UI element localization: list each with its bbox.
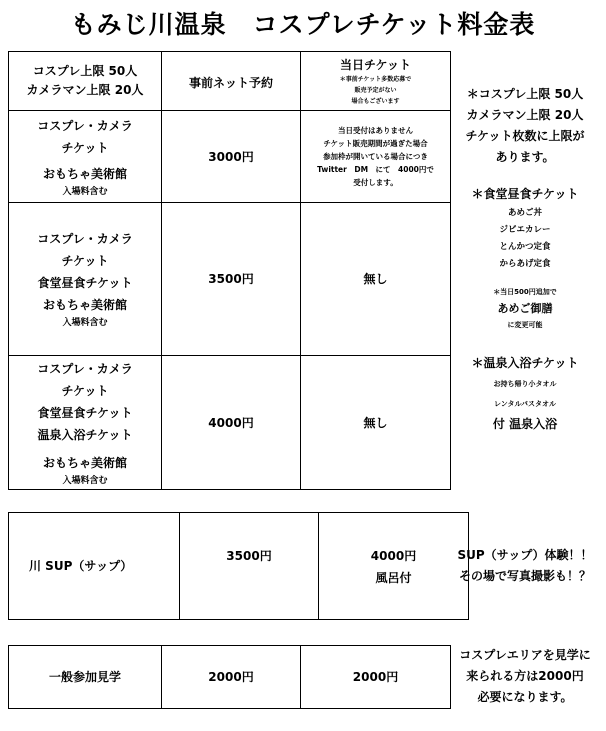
header-row bbox=[9, 52, 451, 111]
ticket-name-cell bbox=[9, 111, 162, 203]
note-visit-line: 来られる方は2000円 bbox=[466, 669, 584, 683]
sup-name-cell bbox=[9, 513, 180, 620]
table-row bbox=[9, 356, 451, 490]
note-lunch-extra: ＊当日500円追加で bbox=[493, 288, 557, 296]
header-sameday-note: ＊事前チケット多数応募で bbox=[339, 75, 412, 83]
sameday-note-line: Twitter DM にて 4000円で bbox=[317, 165, 434, 174]
note-bath-item: レンタルバスタオル bbox=[493, 400, 557, 408]
sup-advance-price: 3500円 bbox=[226, 549, 272, 563]
table-row bbox=[9, 513, 469, 620]
ticket-name-note: 入場料含む bbox=[62, 186, 108, 197]
page-title: もみじ川温泉 コスプレチケット料金表 bbox=[70, 10, 536, 39]
sup-name: 川 SUP（サップ） bbox=[29, 559, 133, 573]
note-lunch-item: とんかつ定食 bbox=[499, 242, 551, 252]
sameday-cell bbox=[301, 111, 451, 203]
advance-price-cell bbox=[162, 356, 301, 490]
notes-sup bbox=[450, 545, 600, 587]
header-sameday-note: 場合もございます bbox=[351, 97, 400, 105]
sameday-price: 無し bbox=[363, 415, 388, 430]
sameday-note-line: 参加枠が開いている場合につき bbox=[323, 152, 428, 161]
visit-advance-cell bbox=[162, 646, 301, 709]
header-capacity-line: コスプレ上限 50人 bbox=[32, 64, 138, 78]
header-advance-cell bbox=[162, 52, 301, 111]
note-lunch-extra-after: に変更可能 bbox=[507, 321, 543, 329]
note-bath-item: お持ち帰り小タオル bbox=[493, 380, 557, 388]
ticket-name-line: 食堂昼食チケット bbox=[37, 276, 133, 290]
sup-sameday-cell bbox=[319, 513, 469, 620]
header-capacity-cell bbox=[9, 52, 162, 111]
table-row bbox=[9, 646, 451, 709]
note-sup-line: SUP（サップ）体験！！ bbox=[457, 548, 593, 562]
visit-sameday-price: 2000円 bbox=[352, 670, 399, 684]
advance-price: 4000円 bbox=[208, 415, 254, 430]
header-sameday-cell bbox=[301, 52, 451, 111]
note-sup-line: その場で写真撮影も！？ bbox=[458, 569, 591, 583]
sameday-price: 無し bbox=[363, 272, 388, 286]
sameday-cell bbox=[301, 356, 451, 490]
sameday-cell bbox=[301, 203, 451, 356]
header-sameday-title: 当日チケット bbox=[340, 57, 411, 72]
notes-column bbox=[450, 84, 600, 435]
main-price-table bbox=[8, 51, 451, 490]
visit-sameday-cell bbox=[301, 646, 451, 709]
note-bath-title: ＊温泉入浴チケット bbox=[471, 356, 579, 370]
ticket-name-line: チケット bbox=[61, 140, 109, 155]
ticket-name-note: 入場料含む bbox=[62, 318, 108, 328]
note-lunch-item: ジビエカレー bbox=[499, 225, 551, 235]
ticket-name-note: 入場料含む bbox=[62, 475, 108, 486]
ticket-name-line: おもちゃ美術館 bbox=[42, 166, 127, 181]
note-visit-line: コスプレエリアを見学に bbox=[459, 648, 591, 662]
notes-visit bbox=[450, 645, 600, 708]
visit-name: 一般参加見学 bbox=[48, 670, 121, 684]
note-limit-line: あります。 bbox=[495, 150, 555, 164]
sup-advance-cell bbox=[180, 513, 319, 620]
sup-price-table bbox=[8, 512, 469, 620]
ticket-name-line: コスプレ・カメラ bbox=[37, 118, 133, 133]
ticket-name-line: おもちゃ美術館 bbox=[42, 298, 127, 312]
note-bath-last: 付 温泉入浴 bbox=[492, 417, 558, 431]
ticket-name-line: チケット bbox=[61, 383, 109, 398]
header-advance-label: 事前ネット予約 bbox=[188, 75, 273, 90]
ticket-name-cell bbox=[9, 356, 162, 490]
table-row bbox=[9, 111, 451, 203]
note-limit-line: チケット枚数に上限が bbox=[465, 129, 585, 143]
ticket-name-line: チケット bbox=[61, 254, 109, 268]
sameday-note-line: 受付します。 bbox=[353, 178, 398, 187]
advance-price-cell bbox=[162, 203, 301, 356]
sameday-note-line: 当日受付はありません bbox=[338, 126, 413, 135]
note-lunch-item: からあげ定食 bbox=[499, 259, 551, 269]
visit-advance-price: 2000円 bbox=[208, 670, 254, 684]
advance-price: 3000円 bbox=[208, 149, 254, 164]
ticket-name-cell bbox=[9, 203, 162, 356]
table-row bbox=[9, 203, 451, 356]
visit-price-table bbox=[8, 645, 451, 709]
note-lunch-extra-item: あめご御膳 bbox=[497, 302, 553, 315]
advance-price: 3500円 bbox=[208, 272, 254, 286]
sameday-note-line: チケット販売期間が過ぎた場合 bbox=[323, 139, 428, 148]
ticket-name-line: コスプレ・カメラ bbox=[37, 361, 133, 376]
ticket-name-line: 温泉入浴チケット bbox=[37, 427, 133, 442]
note-limit-line: カメラマン上限 20人 bbox=[466, 108, 584, 122]
header-capacity-line: カメラマン上限 20人 bbox=[26, 83, 144, 97]
sup-sameday-line: 風呂付 bbox=[375, 571, 412, 585]
ticket-name-line: おもちゃ美術館 bbox=[42, 455, 127, 470]
note-lunch-title: ＊食堂昼食チケット bbox=[471, 187, 579, 201]
visit-name-cell bbox=[9, 646, 162, 709]
sup-sameday-line: 4000円 bbox=[370, 549, 417, 563]
header-sameday-note: 販売予定がない bbox=[354, 86, 397, 94]
note-lunch-item: あめご丼 bbox=[507, 208, 542, 218]
note-limit-line: ＊コスプレ上限 50人 bbox=[466, 87, 584, 101]
note-visit-line: 必要になります。 bbox=[477, 690, 573, 704]
ticket-name-line: コスプレ・カメラ bbox=[37, 232, 133, 246]
ticket-name-line: 食堂昼食チケット bbox=[37, 405, 133, 420]
advance-price-cell bbox=[162, 111, 301, 203]
